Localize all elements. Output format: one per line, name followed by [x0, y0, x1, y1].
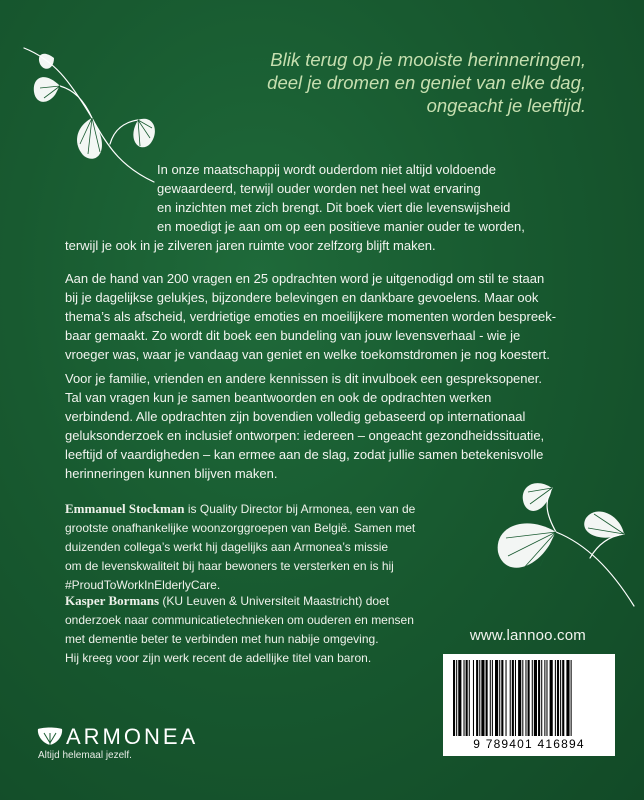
- barcode-bar: [546, 660, 547, 736]
- barcode-bar: [453, 660, 455, 736]
- barcode-bar: [538, 660, 540, 736]
- body-line: leeftijd of vaardigheden – kan ermee aan de slag, zodat jullie samen betekenisvolle: [65, 447, 544, 462]
- barcode-bar: [490, 660, 491, 736]
- author-bio-stockman: [65, 499, 415, 595]
- barcode-bar: [518, 660, 521, 736]
- bio-line: duizenden collega’s werkt hij dagelijks aan Armonea’s missie: [65, 540, 389, 554]
- barcode-bar: [481, 660, 484, 736]
- body-paragraph-3: [65, 369, 585, 483]
- barcode-bar: [456, 660, 457, 736]
- body-line: bij je dagelijkse gelukjes, bijzondere belevingen en dankbare gevoelens. Maar ook: [65, 290, 539, 305]
- barcode-bar: [473, 660, 474, 736]
- barcode-bar: [562, 660, 564, 736]
- body-line: vroeger was, waar je vandaag van geniet en welke toekomstdromen je nog koestert.: [65, 347, 550, 362]
- barcode-bar: [512, 660, 514, 736]
- intro-line: In onze maatschappij wordt ouderdom niet altijd voldoende: [157, 162, 496, 177]
- author-name: Emmanuel Stockman: [65, 501, 185, 516]
- barcode-bar: [532, 660, 533, 736]
- bio-line: grootste onafhankelijke woonzorggroepen van België. Samen met: [65, 521, 416, 535]
- body-line: herinneringen kunnen blijven maken.: [65, 466, 278, 481]
- ginkgo-branch-right-icon: [486, 474, 640, 614]
- barcode-bar: [522, 660, 523, 736]
- barcode-bar: [557, 660, 559, 736]
- barcode-bar: [571, 660, 572, 736]
- body-line: Tal van vragen kun je samen beantwoorden en ook de opdrachten werken: [65, 390, 492, 405]
- bio-line: met dementie beter te verbinden met hun nabije omgeving.: [65, 632, 379, 646]
- ginkgo-branch-top-icon: [14, 40, 164, 190]
- bio-line: onderzoek naar communicatietechnieken om ouderen en mensen: [65, 613, 414, 627]
- barcode-bar: [476, 660, 478, 736]
- bio-line: om de levenskwaliteit bij haar bewoners te versterken en is hij: [65, 559, 394, 573]
- body-line: verbindend. Alle opdrachten zijn bovendien volledig gebaseerd op internationaal: [65, 409, 526, 424]
- body-line: baar gemaakt. Zo wordt dit boek een bundeling van jouw levensverhaal - wie je: [65, 328, 521, 343]
- barcode-bar: [469, 660, 470, 736]
- barcode-bar: [495, 660, 498, 736]
- barcode-bar: [544, 660, 545, 736]
- barcode-bar: [560, 660, 561, 736]
- publisher-url[interactable]: www.lannoo.com: [469, 627, 586, 644]
- barcode-icon: [451, 660, 607, 736]
- intro-paragraph: [157, 160, 644, 236]
- isbn-number: 9 789401 416894: [473, 737, 585, 751]
- barcode-bar: [506, 660, 507, 736]
- armonea-logo-icon: [36, 725, 64, 747]
- body-line: thema’s als afscheid, verdrietige emoties en moeilijkere momenten worden bespreek-: [65, 309, 557, 324]
- barcode-bar: [499, 660, 500, 736]
- intro-line: en moedigt je aan om op een positieve manier ouder te worden,: [157, 219, 525, 234]
- body-line: geluksonderzoek en inclusief ontworpen: iedereen – ongeacht gezondheidssituatie,: [65, 428, 545, 443]
- intro-line: gewaardeerd, terwijl ouder worden net heel wat ervaring: [157, 181, 481, 196]
- barcode-bar: [466, 660, 468, 736]
- tagline: [206, 48, 586, 117]
- author-name: Kasper Bormans: [65, 593, 160, 608]
- barcode-bar: [479, 660, 480, 736]
- barcode-bar: [541, 660, 542, 736]
- bio-line: #ProudToWorkInElderlyCare.: [65, 578, 221, 592]
- barcode: [443, 654, 615, 756]
- barcode-bar: [550, 660, 553, 736]
- bio-line: Hij kreeg voor zijn werk recent de adellijke titel van baron.: [65, 651, 372, 665]
- barcode-bar: [515, 660, 516, 736]
- barcode-bar: [528, 660, 530, 736]
- barcode-bar: [534, 660, 537, 736]
- barcode-bar: [464, 660, 465, 736]
- tagline-line: Blik terug op je mooiste herinneringen,: [270, 49, 586, 70]
- intro-line: terwijl je ook in je zilveren jaren ruimte voor zelfzorg blijft maken.: [65, 238, 436, 253]
- barcode-bar: [501, 660, 503, 736]
- barcode-bar: [458, 660, 461, 736]
- body-line: Aan de hand van 200 vragen en 25 opdrachten word je uitgenodigd om stil te staan: [65, 271, 545, 286]
- bio-text: (KU Leuven & Universiteit Maastricht) doet: [159, 594, 390, 608]
- body-paragraph-2: [65, 269, 585, 364]
- barcode-bar: [525, 660, 526, 736]
- brand-name: ARMONEA: [66, 724, 199, 749]
- bio-text: is Quality Director bij Armonea, een van de: [184, 502, 416, 516]
- barcode-bar: [492, 660, 493, 736]
- barcode-bar: [566, 660, 569, 736]
- brand-tagline: Altijd helemaal jezelf.: [38, 750, 132, 761]
- body-line: Voor je familie, vrienden en andere kennissen is dit invulboek een gespreksopener.: [65, 371, 542, 386]
- tagline-line: deel je dromen en geniet van elke dag,: [267, 72, 586, 93]
- barcode-bar: [510, 660, 511, 736]
- barcode-bar: [486, 660, 488, 736]
- author-bio-bormans: [65, 591, 414, 668]
- tagline-line: ongeacht je leeftijd.: [426, 95, 586, 116]
- intro-line: en inzichten met zich brengt. Dit boek viert die levenswijsheid: [157, 200, 511, 215]
- barcode-bar: [555, 660, 556, 736]
- intro-last-line: [65, 236, 585, 255]
